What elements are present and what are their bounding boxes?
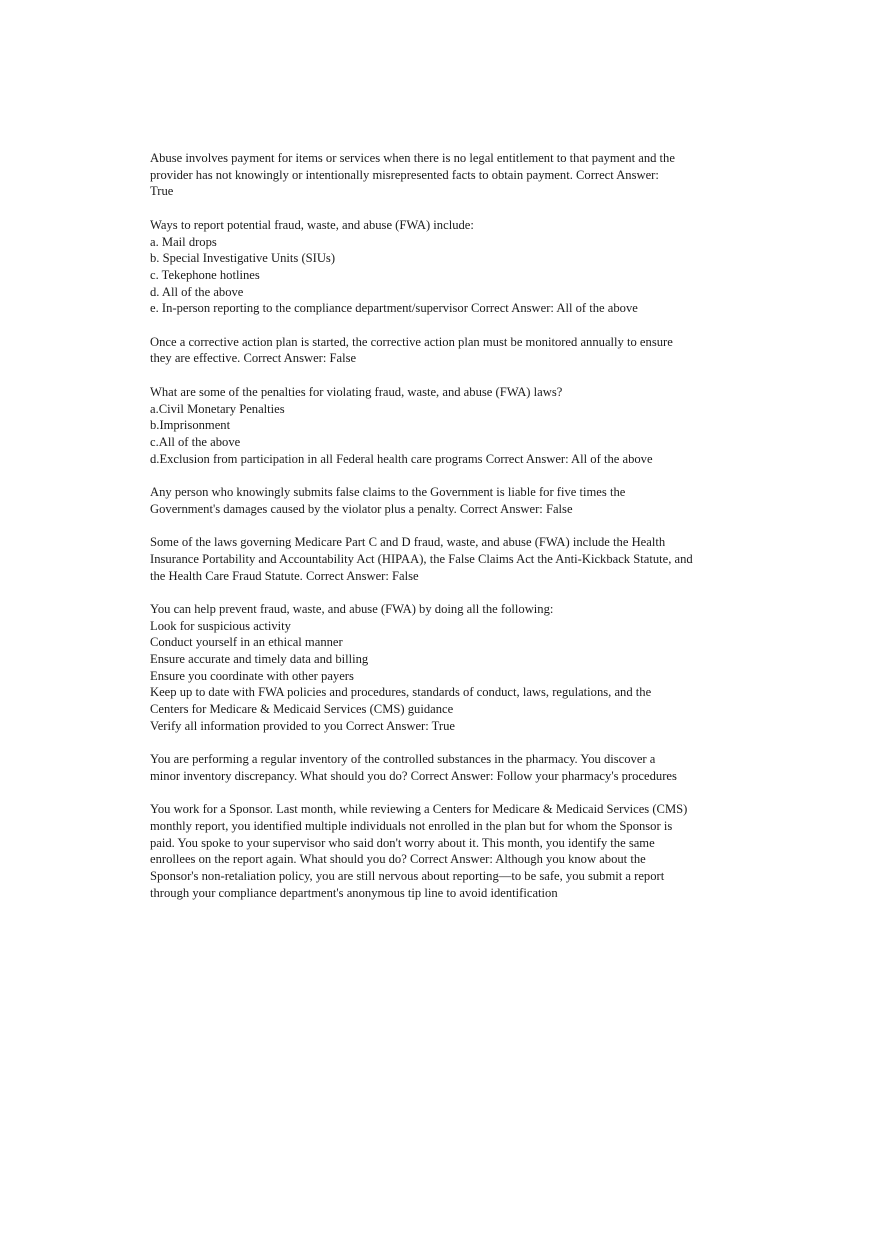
- text-line: Any person who knowingly submits false claims to the Government is liable for five times the: [150, 485, 626, 499]
- question-block: [150, 751, 750, 784]
- question-block: [150, 801, 750, 901]
- text-line: enrollees on the report again. What should you do? Correct Answer: Although you know about the: [150, 852, 646, 867]
- text-line: Keep up to date with FWA policies and procedures, standards of conduct, laws, regulations, and the: [150, 685, 652, 700]
- text-line: Verify all information provided to you Correct Answer: True: [150, 718, 455, 733]
- question-block: [150, 484, 750, 517]
- text-line: Ensure accurate and timely data and billing: [150, 652, 369, 666]
- question-block: [150, 384, 750, 468]
- text-line: monthly report, you identified multiple individuals not enrolled in the plan but for whom the Sponsor is: [150, 819, 673, 833]
- document-body: [150, 150, 750, 918]
- text-line: d. All of the above: [150, 284, 244, 299]
- text-line: b. Special Investigative Units (SIUs): [150, 251, 336, 266]
- text-line: Insurance Portability and Accountability Act (HIPAA), the False Claims Act the Anti-Kickback Statute, and: [150, 551, 693, 566]
- text-line: c. Tekephone hotlines: [150, 267, 260, 282]
- question-block: [150, 534, 750, 584]
- text-line: Conduct yourself in an ethical manner: [150, 635, 343, 650]
- text-line: Abuse involves payment for items or services when there is no legal entitlement to that payment and the: [150, 151, 675, 165]
- text-line: You can help prevent fraud, waste, and abuse (FWA) by doing all the following:: [150, 601, 554, 616]
- text-line: b.Imprisonment: [150, 418, 231, 433]
- question-block: [150, 334, 750, 367]
- text-line: Some of the laws governing Medicare Part C and D fraud, waste, and abuse (FWA) include the Health: [150, 535, 666, 550]
- text-line: e. In-person reporting to the compliance department/supervisor Correct Answer: All of the above: [150, 301, 638, 316]
- text-line: True: [150, 184, 174, 199]
- text-line: Government's damages caused by the violator plus a penalty. Correct Answer: False: [150, 501, 573, 516]
- question-block: [150, 601, 750, 735]
- question-block: [150, 150, 750, 200]
- text-line: d.Exclusion from participation in all Federal health care programs Correct Answer: All of the above: [150, 451, 653, 466]
- text-line: through your compliance department's anonymous tip line to avoid identification: [150, 885, 558, 900]
- text-line: a. Mail drops: [150, 234, 217, 249]
- text-line: Ensure you coordinate with other payers: [150, 668, 354, 683]
- text-line: Ways to report potential fraud, waste, and abuse (FWA) include:: [150, 217, 474, 232]
- text-line: provider has not knowingly or intentionally misrepresented facts to obtain payment. Correct Answer:: [150, 167, 659, 182]
- text-line: the Health Care Fraud Statute. Correct Answer: False: [150, 568, 419, 583]
- text-line: Once a corrective action plan is started, the corrective action plan must be monitored annually to ensure: [150, 334, 673, 349]
- text-line: You are performing a regular inventory of the controlled substances in the pharmacy. You discover a: [150, 752, 656, 767]
- text-line: minor inventory discrepancy. What should you do? Correct Answer: Follow your pharmacy's procedures: [150, 768, 677, 783]
- text-line: What are some of the penalties for violating fraud, waste, and abuse (FWA) laws?: [150, 384, 563, 399]
- text-line: You work for a Sponsor. Last month, while reviewing a Centers for Medicare & Medicaid Services (CMS): [150, 802, 688, 817]
- question-block: [150, 217, 750, 317]
- text-line: Centers for Medicare & Medicaid Services (CMS) guidance: [150, 702, 454, 717]
- text-line: Look for suspicious activity: [150, 618, 291, 633]
- text-line: Sponsor's non-retaliation policy, you are still nervous about reporting—to be safe, you submit a report: [150, 869, 665, 884]
- text-line: paid. You spoke to your supervisor who said don't worry about it. This month, you identify the same: [150, 835, 655, 850]
- text-line: they are effective. Correct Answer: False: [150, 351, 357, 366]
- text-line: c.All of the above: [150, 434, 241, 449]
- text-line: a.Civil Monetary Penalties: [150, 401, 285, 416]
